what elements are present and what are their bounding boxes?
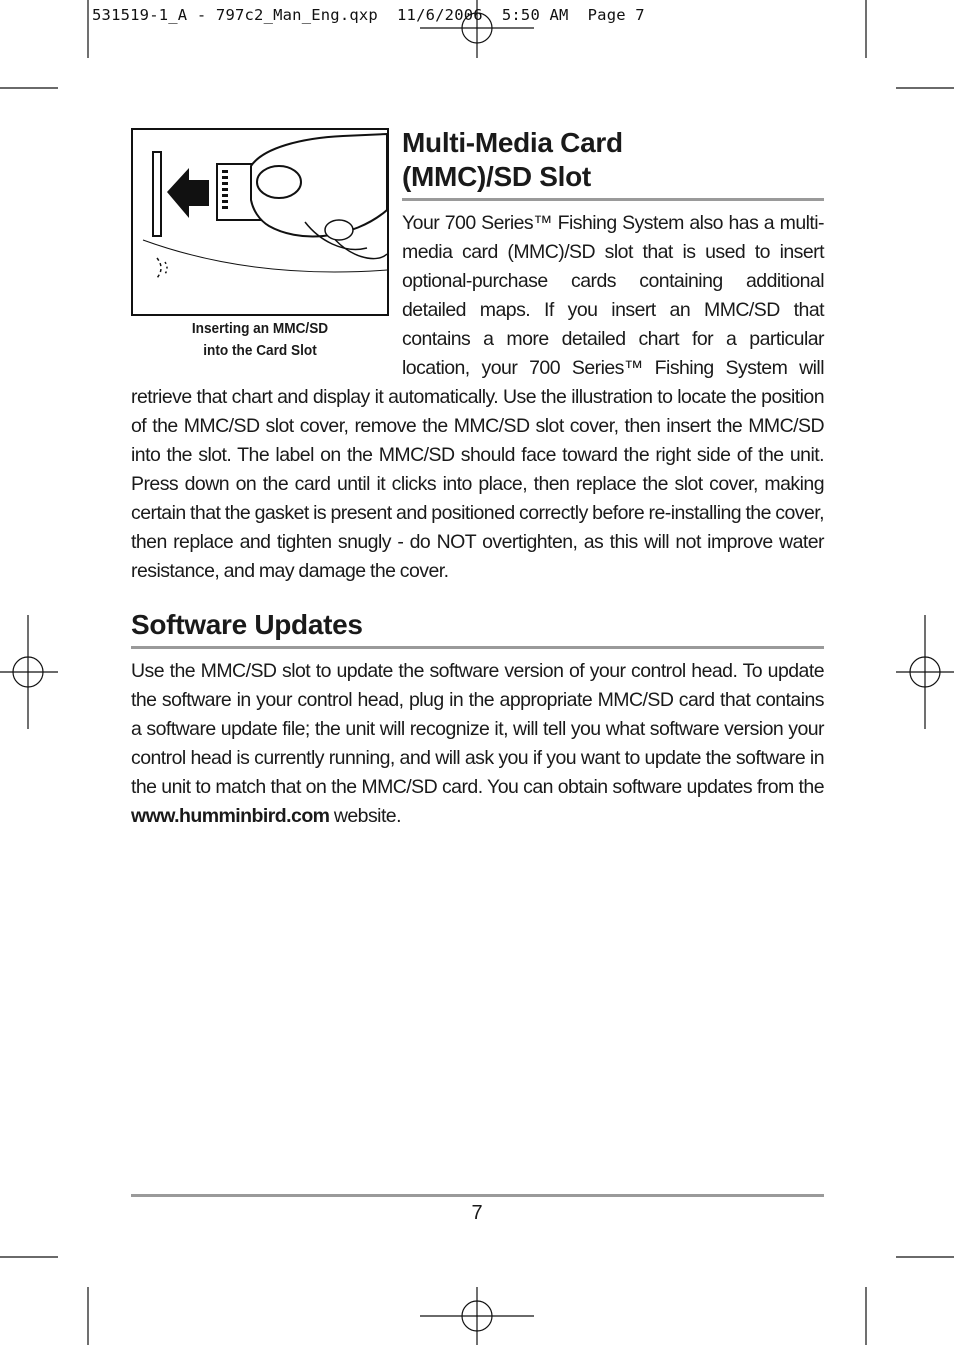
footer-rule [131, 1194, 824, 1197]
figure-caption [139, 318, 382, 362]
mmc-title-rule [402, 198, 824, 201]
hand-inserting-card-illustration [133, 130, 387, 314]
registration-mark-bottom [420, 1287, 534, 1345]
software-updates-paragraph [131, 657, 824, 831]
software-updates-text-end: website. [329, 805, 401, 827]
registration-mark-left [0, 615, 58, 729]
mmc-section-paragraph: Your 700 Series™ Fishing System also has a multi-media card (MMC)/SD slot that is used to insert optional-purchase cards containing additional detailed maps. If you insert an MMC/SD that contains a more detailed chart for a particular location, your 700 Series™ Fishing System will retrieve that chart and display it automatically. Use the illustration to locate the position of the MMC/SD slot cover, remove the MMC/SD slot cover, then insert the MMC/SD into the slot. The label on the MMC/SD should face toward the right side of the unit. Press down on the card until it clicks into place, then replace the slot cover, making certain that the gasket is present and positioned correctly before re-installing the cover, then replace and tighten snugly - do NOT overtighten, as this will not improve water resistance, and may damage the cover. [131, 212, 824, 582]
page-content [131, 126, 824, 831]
page-number: 7 [471, 1202, 483, 1224]
registration-mark-right [896, 615, 954, 729]
software-updates-section [131, 586, 824, 831]
software-updates-title-rule [131, 646, 824, 649]
software-updates-title: Software Updates [131, 609, 363, 640]
thumbnail-shape [257, 166, 301, 198]
mmc-title-line1: Multi-Media Card [402, 127, 623, 158]
mmc-title-line2: (MMC)/SD Slot [402, 161, 591, 192]
figure-caption-line2: into the Card Slot [203, 343, 317, 359]
arrow-left-icon [167, 168, 209, 218]
card-slot-shape [153, 152, 161, 236]
print-slug-line: 531519-1_A - 797c2_Man_Eng.qxp 11/6/2006 5:50 AM Page 7 [92, 6, 645, 24]
software-updates-text: Use the MMC/SD slot to update the software version of your control head. To update the software in your control head, plug in the appropriate MMC/SD card that contains a software update file; the unit will recognize it, will tell you what software version your control head is currently running, and will ask you if you want to update the software in the unit to match that on the MMC/SD card. You can obtain software updates from the [131, 660, 824, 798]
humminbird-website-link[interactable]: www.humminbird.com [131, 805, 330, 827]
figure-caption-line1: Inserting an MMC/SD [191, 321, 329, 337]
mmc-insert-illustration [131, 128, 389, 316]
mmc-insert-figure [131, 128, 389, 362]
